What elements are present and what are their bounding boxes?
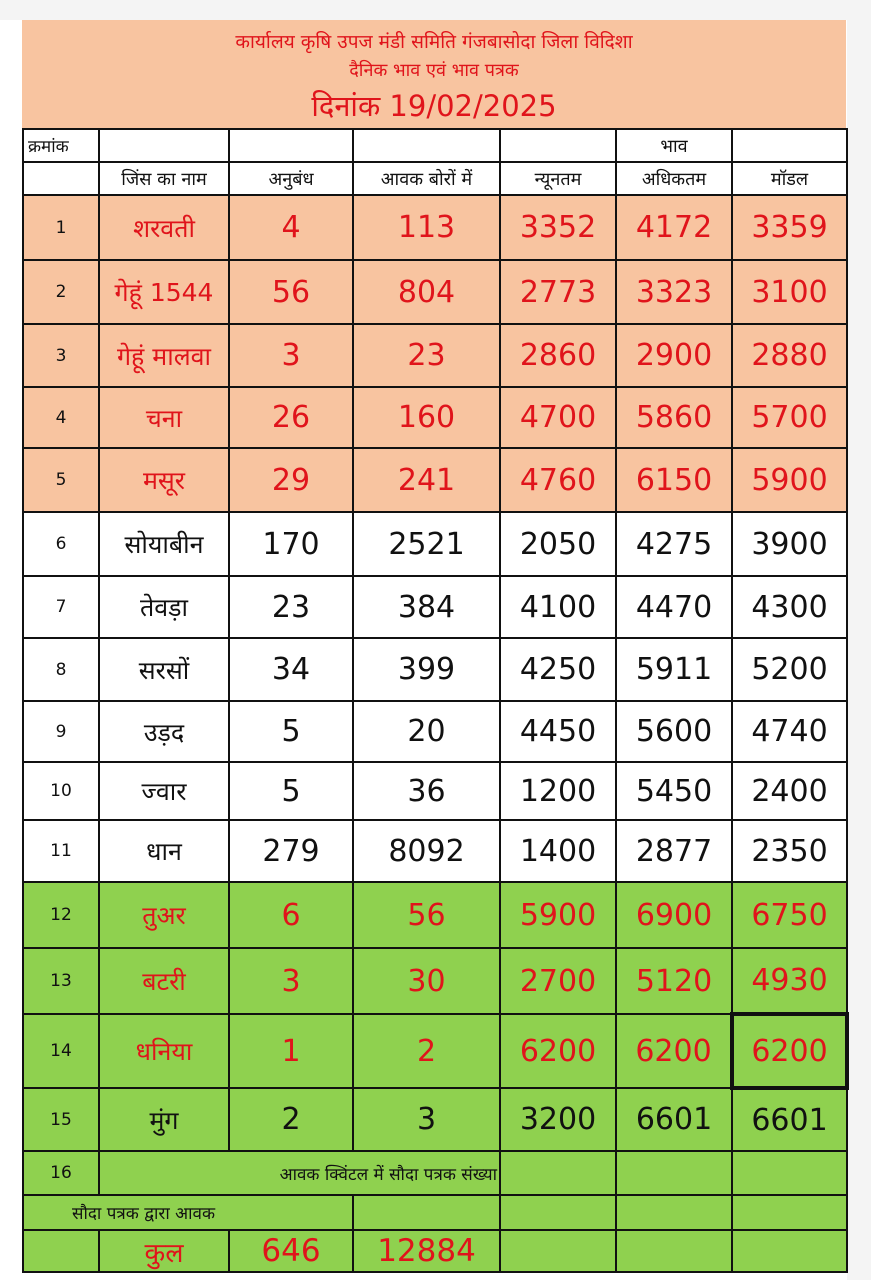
cell-max: 5911 [616,638,732,701]
cell-model: 4930 [732,948,847,1014]
table-row [23,512,847,576]
cell-min: 4700 [500,387,616,448]
cell-model: 3359 [732,195,847,260]
cell-sn: 10 [23,762,99,820]
table-row [23,948,847,1014]
cell-sn: 14 [23,1014,99,1088]
col-arrival-header: आवक बोरों में [353,162,500,195]
cell-min: 4100 [500,576,616,638]
cell-sn: 13 [23,948,99,1014]
table-row [23,638,847,701]
cell-contract: 34 [229,638,353,701]
cell-sn: 4 [23,387,99,448]
cell-name: गेहूं मालवा [99,324,229,387]
footer-row-16 [23,1151,847,1195]
cell-model: 4740 [732,701,847,762]
cell-arrival: 23 [353,324,500,387]
cell-model: 5900 [732,448,847,512]
col-min-header: न्यूनतम [500,162,616,195]
cell-max: 3323 [616,260,732,324]
cell-min: 4450 [500,701,616,762]
cell-min: 4760 [500,448,616,512]
cell-sn: 1 [23,195,99,260]
cell-contract: 279 [229,820,353,882]
cell-name: सरसों [99,638,229,701]
cell-max: 6601 [616,1088,732,1151]
sauda-arrival-label: सौदा पत्रक द्वारा आवक [23,1195,353,1230]
table-row [23,387,847,448]
cell-min: 2860 [500,324,616,387]
cell-sn: 6 [23,512,99,576]
cell-min: 3352 [500,195,616,260]
table-row [23,195,847,260]
cell-arrival: 3 [353,1088,500,1151]
cell-max: 5860 [616,387,732,448]
cell-arrival: 30 [353,948,500,1014]
cell-model: 5700 [732,387,847,448]
cell-arrival: 399 [353,638,500,701]
cell-arrival: 113 [353,195,500,260]
cell-sn: 9 [23,701,99,762]
cell-arrival: 160 [353,387,500,448]
col-contract-header: अनुबंध [229,162,353,195]
cell-sn: 2 [23,260,99,324]
table-row [23,820,847,882]
cell-min: 1400 [500,820,616,882]
cell-contract: 6 [229,882,353,948]
cell-contract: 3 [229,324,353,387]
total-contract: 646 [229,1230,353,1272]
cell-model: 6750 [732,882,847,948]
cell-name: तेवड़ा [99,576,229,638]
cell-arrival: 804 [353,260,500,324]
cell-arrival: 384 [353,576,500,638]
cell-max: 5120 [616,948,732,1014]
cell-min: 4250 [500,638,616,701]
cell-name: तुअर [99,882,229,948]
table-row [23,324,847,387]
cell-min: 2700 [500,948,616,1014]
cell-contract: 170 [229,512,353,576]
total-row [23,1230,847,1272]
cell-arrival: 36 [353,762,500,820]
table-row [23,1088,847,1151]
cell-max: 6150 [616,448,732,512]
sheet-header [22,20,846,128]
cell-contract: 5 [229,762,353,820]
cell-sn: 8 [23,638,99,701]
cell-sn: 15 [23,1088,99,1151]
cell-min: 6200 [500,1014,616,1088]
header-row-2 [23,162,847,195]
sheet-date: दिनांक 19/02/2025 [311,89,557,123]
cell-model: 2400 [732,762,847,820]
cell-contract: 4 [229,195,353,260]
col-max-header: अधिकतम [616,162,732,195]
cell-model: 6601 [732,1088,847,1151]
cell-max: 5600 [616,701,732,762]
cell-name: ज्वार [99,762,229,820]
table-row [23,762,847,820]
table-row [23,448,847,512]
cell-model: 6200 [732,1014,847,1088]
cell-arrival: 8092 [353,820,500,882]
cell-arrival: 56 [353,882,500,948]
table-row [23,1014,847,1088]
price-table [22,128,849,1273]
cell-max: 6200 [616,1014,732,1088]
cell-sn: 16 [23,1151,99,1195]
cell-name: मुंग [99,1088,229,1151]
footer-row-sauda [23,1195,847,1230]
cell-arrival: 2521 [353,512,500,576]
cell-model: 5200 [732,638,847,701]
table-row [23,260,847,324]
col-price-group-header: भाव [616,129,732,162]
cell-contract: 2 [229,1088,353,1151]
cell-name: मसूर [99,448,229,512]
cell-contract: 5 [229,701,353,762]
cell-contract: 1 [229,1014,353,1088]
header-row-1 [23,129,847,162]
cell-name: गेहूं 1544 [99,260,229,324]
cell-contract: 26 [229,387,353,448]
total-label: कुल [99,1230,229,1272]
office-title: कार्यालय कृषि उपज मंडी समिति गंजबासोदा जिला विदिशा [235,31,633,53]
cell-min: 1200 [500,762,616,820]
cell-max: 5450 [616,762,732,820]
cell-max: 4275 [616,512,732,576]
price-sheet [0,20,847,1280]
cell-min: 2773 [500,260,616,324]
cell-arrival: 20 [353,701,500,762]
cell-contract: 56 [229,260,353,324]
cell-min: 2050 [500,512,616,576]
cell-contract: 23 [229,576,353,638]
cell-max: 6900 [616,882,732,948]
cell-min: 3200 [500,1088,616,1151]
cell-max: 2877 [616,820,732,882]
cell-model: 4300 [732,576,847,638]
cell-name: उड़द [99,701,229,762]
cell-sn: 7 [23,576,99,638]
cell-name: शरवती [99,195,229,260]
col-model-header: मॉडल [732,162,847,195]
cell-model: 2350 [732,820,847,882]
cell-name: सोयाबीन [99,512,229,576]
cell-name: बटरी [99,948,229,1014]
cell-arrival: 2 [353,1014,500,1088]
cell-sn: 12 [23,882,99,948]
table-row [23,701,847,762]
cell-max: 4470 [616,576,732,638]
cell-model: 3900 [732,512,847,576]
cell-sn: 11 [23,820,99,882]
cell-sn: 3 [23,324,99,387]
cell-sn: 5 [23,448,99,512]
cell-name: धान [99,820,229,882]
cell-name: चना [99,387,229,448]
sheet-subtitle: दैनिक भाव एवं भाव पत्रक [349,60,519,81]
cell-max: 4172 [616,195,732,260]
cell-model: 3100 [732,260,847,324]
cell-contract: 29 [229,448,353,512]
table-row [23,576,847,638]
cell-min: 5900 [500,882,616,948]
col-name-header: जिंस का नाम [99,162,229,195]
col-serial-header: क्रमांक [23,129,99,162]
table-row [23,882,847,948]
cell-contract: 3 [229,948,353,1014]
sauda-count-label: आवक क्विंटल में सौदा पत्रक संख्या [99,1151,500,1195]
cell-arrival: 241 [353,448,500,512]
cell-model: 2880 [732,324,847,387]
cell-max: 2900 [616,324,732,387]
cell-name: धनिया [99,1014,229,1088]
total-arrival: 12884 [353,1230,500,1272]
